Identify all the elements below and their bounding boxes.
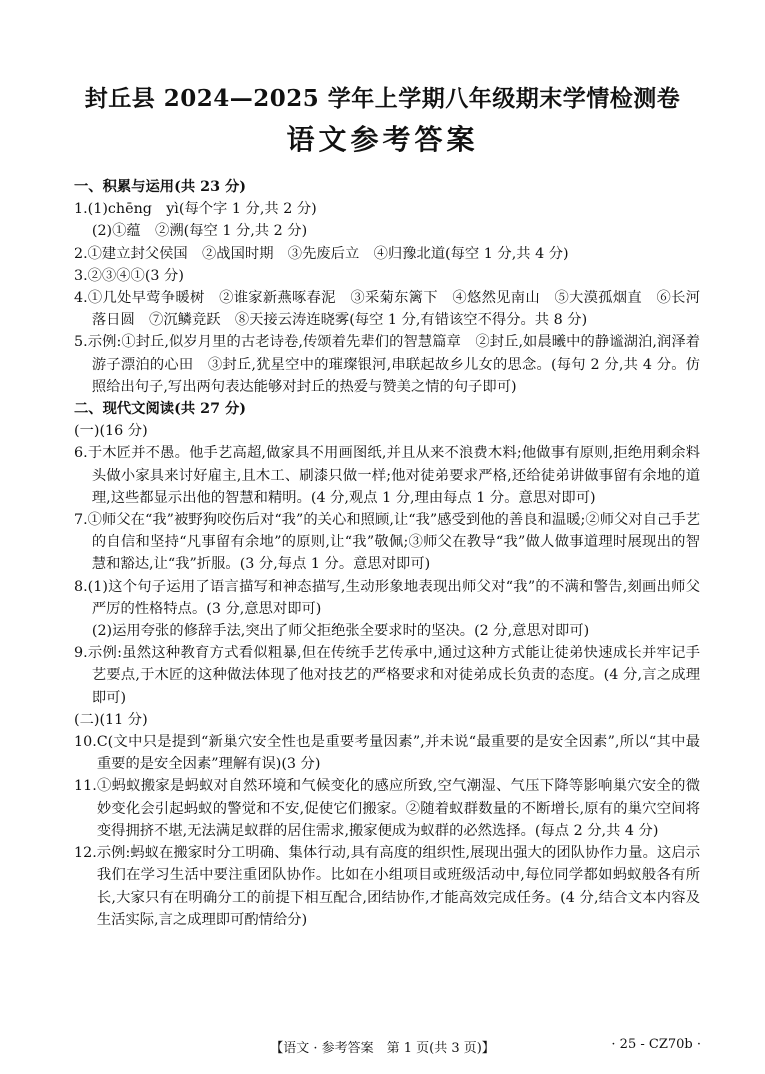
answer-q4: 4.①几处早莺争暖树 ②谁家新燕啄春泥 ③采菊东篱下 ④悠然见南山 ⑤大漠孤烟直 ⑥长河落日圆 ⑦沉鳞竞跃 ⑧天接云涛连晓雾(每空 1 分,有错该空不得分。共 8 分) <box>74 290 700 329</box>
answer-q3: 3.②③④①(3 分) <box>74 267 184 284</box>
exam-title: 封丘县 2024—2025 学年上学期八年级期末学情检测卷 <box>84 85 681 112</box>
answer-q5: 5.示例:①封丘,似岁月里的古老诗卷,传颂着先辈们的智慧篇章 ②封丘,如晨曦中的静谧湖泊,润泽着游子漂泊的心田 ③封丘,犹星空中的璀璨银河,串联起故乡儿女的思念。(每句 2 分,共 4 分。仿照给出句子,写出两句表达能够对封丘的热爱与赞美之情的句子即可) <box>74 334 700 395</box>
answer-q1-part1: 1.(1)chēng yì(每个字 1 分,共 2 分) <box>74 201 317 218</box>
answer-q2: 2.①建立封父侯国 ②战国时期 ③先废后立 ④归豫北道(每空 1 分,共 4 分) <box>74 245 569 262</box>
answer-q6: 6.于木匠并不愚。他手艺高超,做家具不用画图纸,并且从来不浪费木料;他做事有原则,拒绝用剩余料头做小家具来讨好雇主,且木工、刷漆只做一样;他对徒弟要求严格,还给徒弟讲做事留有余地的道理,这些都显示出他的智慧和精明。(4 分,观点 1 分,理由每点 1 分。意思对即可) <box>74 445 700 506</box>
answer-q11: 11.①蚂蚁搬家是蚂蚁对自然环境和气候变化的感应所致,空气潮湿、气压下降等影响巢穴安全的微妙变化会引起蚂蚁的警觉和不安,促使它们搬家。②随着蚁群数量的不断增长,原有的巢穴空间将变得拥挤不堪,无法满足蚁群的居住需求,搬家便成为蚁群的必然选择。(每点 2 分,共 4 分) <box>74 778 700 839</box>
answer-content <box>74 176 700 931</box>
answer-q1-part2: (2)①蕴 ②溯(每空 1 分,共 2 分) <box>91 223 308 240</box>
section-heading-reading: 二、现代文阅读(共 27 分) <box>74 401 247 418</box>
answer-q9: 9.示例:虽然这种教育方式看似粗暴,但在传统手艺传承中,通过这种方式能让徒弟快速成长并牢记手艺要点,于木匠的这种做法体现了他对技艺的严格要求和对徒弟成长负责的态度。(4 分,言之成理即可) <box>74 645 700 706</box>
answer-key-title: 语文参考答案 <box>286 123 479 156</box>
answer-q7: 7.①师父在“我”被野狗咬伤后对“我”的关心和照顾,让“我”感受到他的善良和温暖;②师父对自己手艺的自信和坚持“凡事留有余地”的原则,让“我”敬佩;③师父在教导“我”做人做事道理时展现出的智慧和豁达,让“我”折服。(3 分,每点 1 分。意思对即可) <box>74 512 700 573</box>
answer-q8-part1: 8.(1)这个句子运用了语言描写和神态描写,生动形象地表现出师父对“我”的不满和警告,刻画出师父严厉的性格特点。(3 分,意思对即可) <box>74 578 700 617</box>
answer-q12: 12.示例:蚂蚁在搬家时分工明确、集体行动,具有高度的组织性,展现出强大的团队协作力量。这启示我们在学习生活中要注重团队协作。比如在小组项目或班级活动中,每位同学都如蚂蚁般各有所长,大家只有在明确分工的前提下相互配合,团结协作,才能高效完成任务。(4 分,结合文本内容及生活实际,言之成理即可酌情给分) <box>74 845 700 928</box>
reading-part-one-heading: (一)(16 分) <box>74 423 148 440</box>
footer-paper-code: · 25 - CZ70b · <box>611 1037 701 1052</box>
section-heading-accumulation: 一、积累与运用(共 23 分) <box>74 179 247 195</box>
answer-q10: 10.C(文中只是提到“新巢穴安全性也是重要考量因素”,并未说“最重要的是安全因素”,所以“其中最重要的是安全因素”理解有误)(3 分) <box>74 734 700 773</box>
footer-page-info: 【语文 · 参考答案 第 1 页(共 3 页)】 <box>270 1041 495 1056</box>
answer-q8-part2: (2)运用夸张的修辞手法,突出了师父拒绝张全要求时的坚决。(2 分,意思对即可) <box>91 623 590 640</box>
reading-part-two-heading: (二)(11 分) <box>74 711 148 728</box>
